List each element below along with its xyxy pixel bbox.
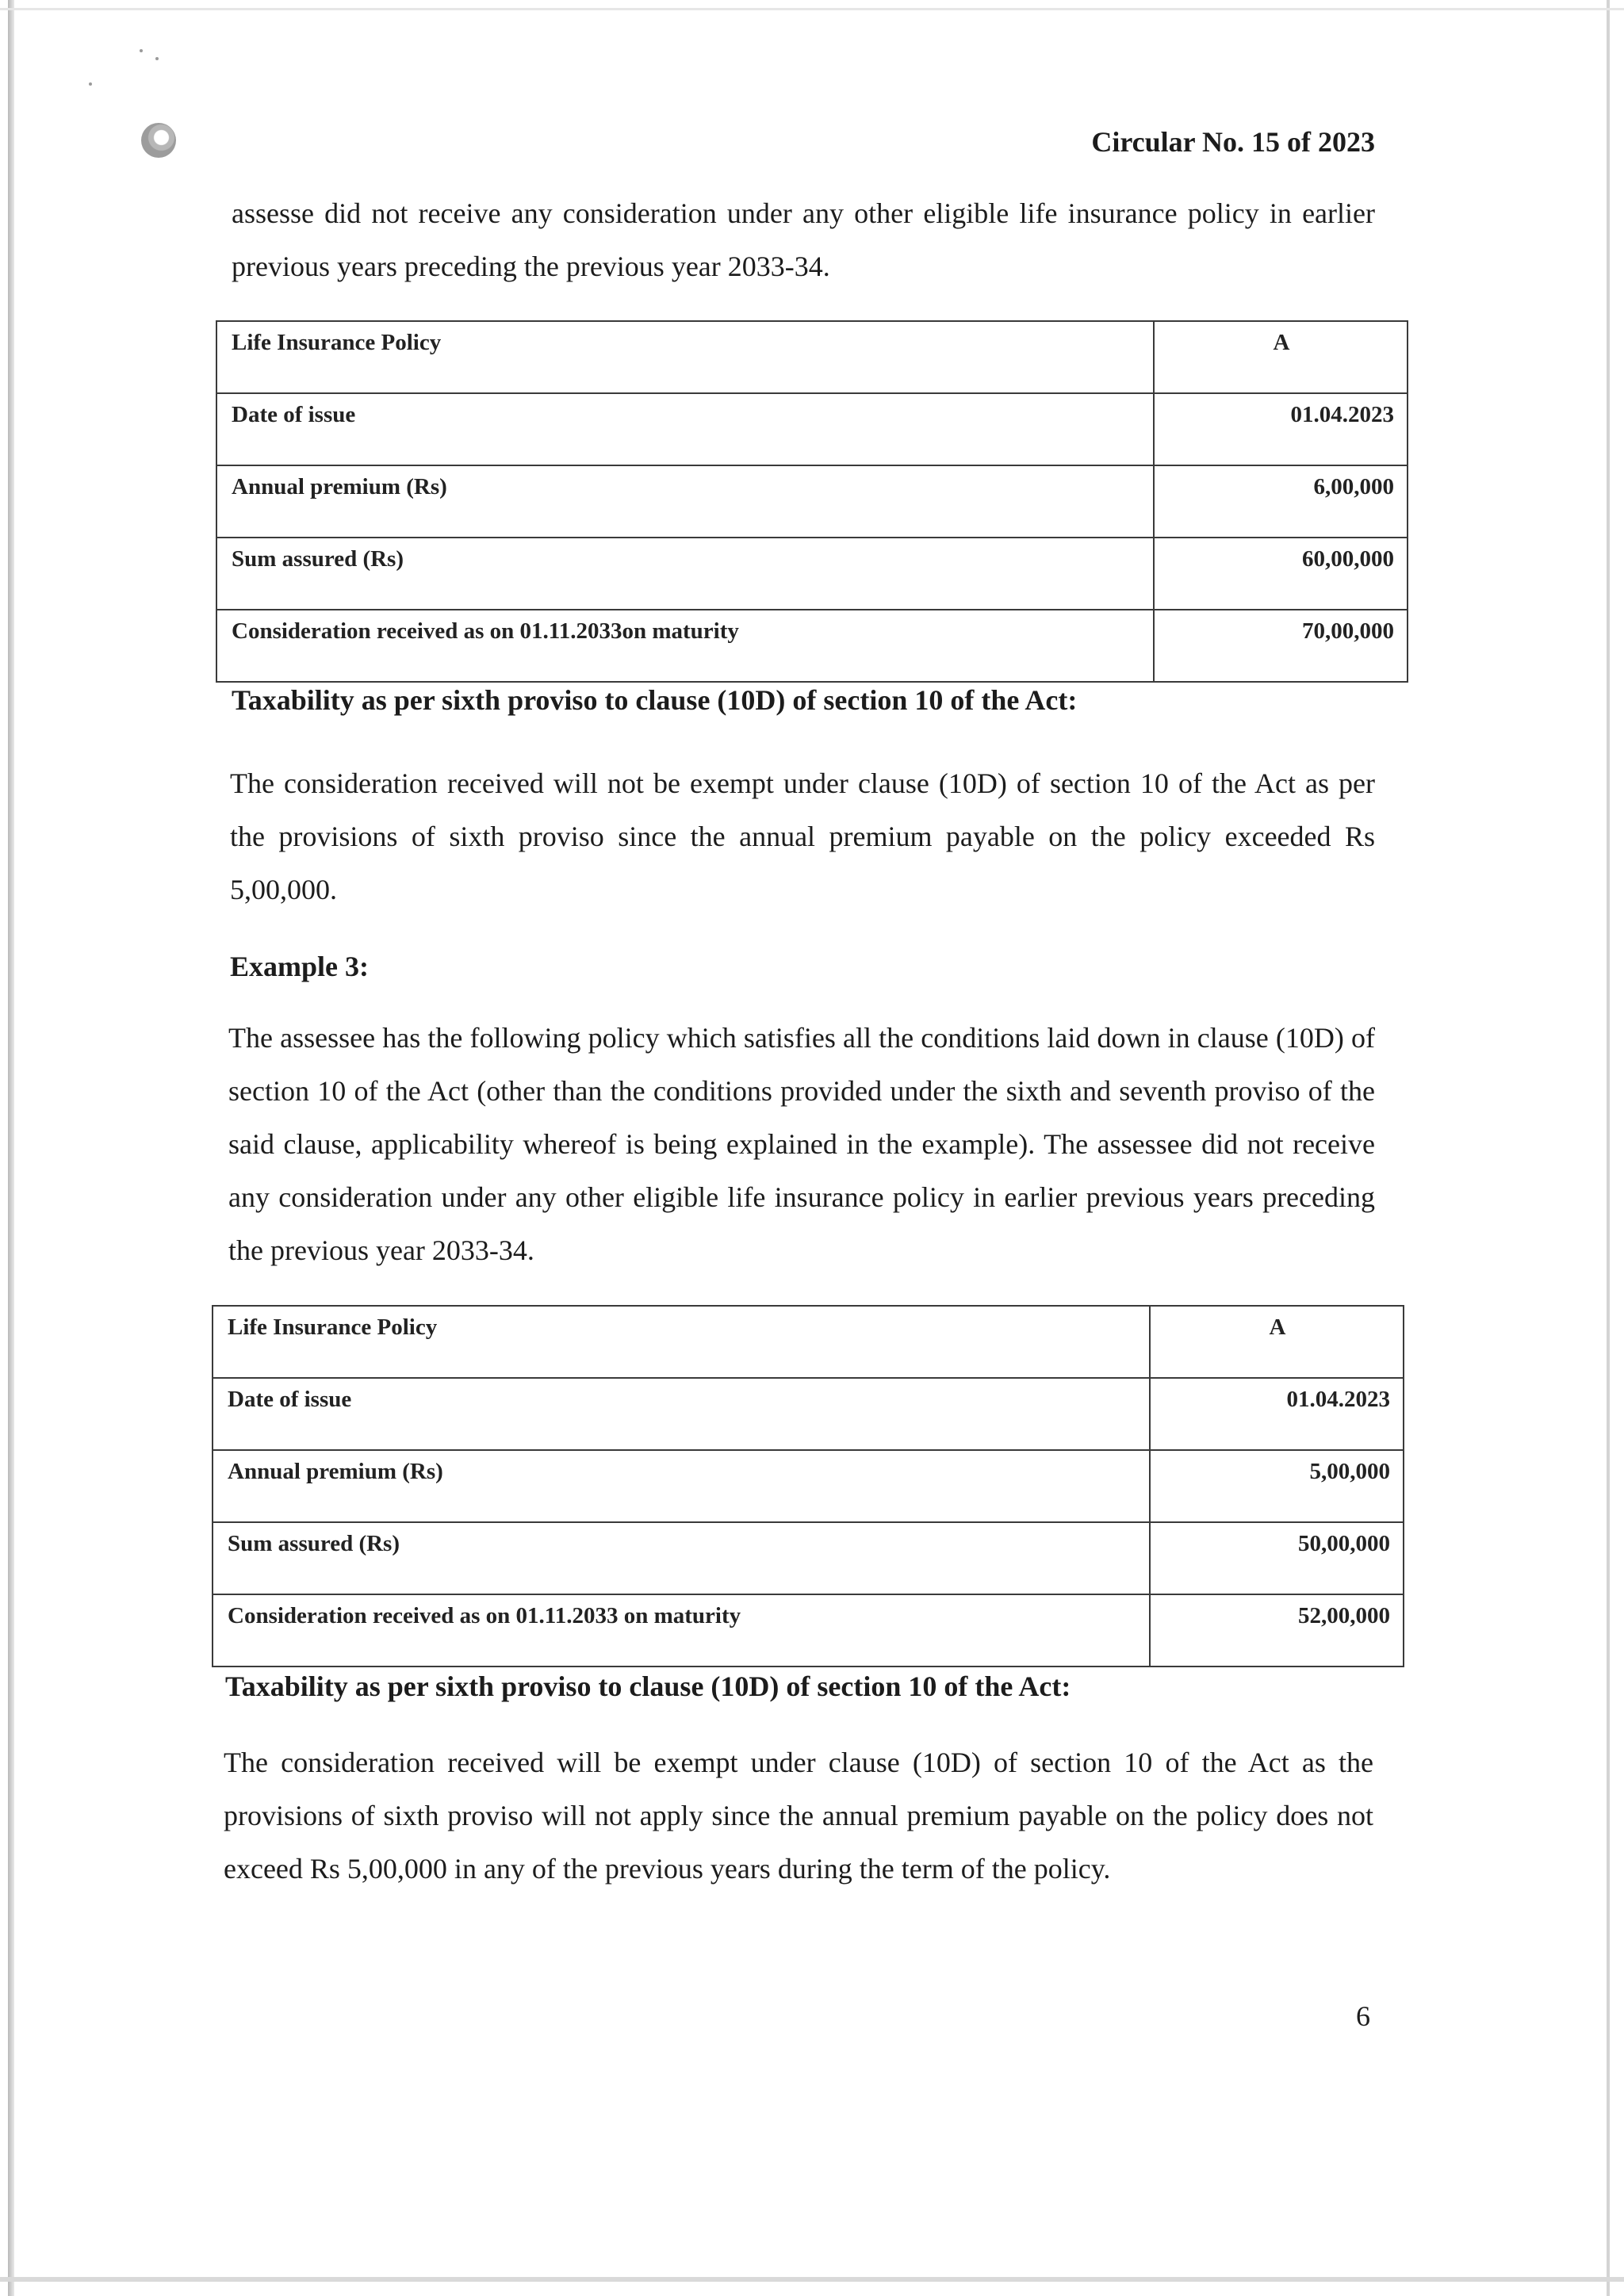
table-row	[216, 465, 1408, 538]
table-row	[216, 538, 1408, 610]
table-cell-value: A	[1150, 1306, 1404, 1378]
table-row	[213, 1594, 1404, 1667]
table-row	[213, 1306, 1404, 1378]
table-cell-label: Annual premium (Rs)	[213, 1450, 1150, 1522]
policy-table-1	[216, 320, 1408, 683]
scan-speck	[155, 57, 159, 60]
intro-paragraph: assesse did not receive any consideration under any other eligible life insurance policy in earlier previous years preceding the previous year 2033-34.	[232, 197, 1375, 282]
table-row	[216, 393, 1408, 465]
table-cell-value: 5,00,000	[1150, 1450, 1404, 1522]
table-cell-value: 52,00,000	[1150, 1594, 1404, 1667]
table-cell-value: 60,00,000	[1154, 538, 1408, 610]
table-cell-label: Sum assured (Rs)	[213, 1522, 1150, 1594]
table-cell-label: Date of issue	[216, 393, 1154, 465]
table-row	[216, 610, 1408, 682]
table-row	[213, 1378, 1404, 1450]
table-cell-value: 50,00,000	[1150, 1522, 1404, 1594]
scan-speck	[89, 82, 92, 86]
policy-table-2	[212, 1305, 1404, 1667]
punch-hole-mark	[141, 123, 176, 158]
scan-top-edge	[0, 8, 1624, 10]
table-cell-label: Annual premium (Rs)	[216, 465, 1154, 538]
table-cell-label: Consideration received as on 01.11.2033 on maturity	[213, 1594, 1150, 1667]
table-cell-value: 70,00,000	[1154, 610, 1408, 682]
table-row	[216, 321, 1408, 393]
table-cell-label: Life Insurance Policy	[213, 1306, 1150, 1378]
table-cell-value: 01.04.2023	[1150, 1378, 1404, 1450]
example-3-heading: Example 3:	[230, 951, 369, 982]
table-cell-value: 6,00,000	[1154, 465, 1408, 538]
table-cell-label: Date of issue	[213, 1378, 1150, 1450]
circular-number: Circular No. 15 of 2023	[1091, 126, 1375, 158]
table-cell-label: Sum assured (Rs)	[216, 538, 1154, 610]
scan-right-edge	[1607, 0, 1610, 2296]
example-3-text: The assessee has the following policy which satisfies all the conditions laid down in clause (10D) of section 10 of the Act (other than the conditions provided under the sixth and seventh proviso of the said clause, applicability whereof is being explained in the example). The assessee did not receive any consideration under any other eligible life insurance policy in earlier previous years preceding the previous year 2033-34.	[228, 1022, 1375, 1266]
table-cell-value: 01.04.2023	[1154, 393, 1408, 465]
taxability-heading-1: Taxability as per sixth proviso to clause (10D) of section 10 of the Act:	[232, 684, 1078, 716]
page-number: 6	[1356, 2000, 1370, 2032]
table-cell-label: Consideration received as on 01.11.2033on maturity	[216, 610, 1154, 682]
table-cell-label: Life Insurance Policy	[216, 321, 1154, 393]
table-row	[213, 1450, 1404, 1522]
taxability-text-2: The consideration received will be exempt under clause (10D) of section 10 of the Act as the provisions of sixth proviso will not apply since the annual premium payable on the policy does not exceed Rs 5,00,000 in any of the previous years during the term of the policy.	[224, 1747, 1373, 1885]
table-row	[213, 1522, 1404, 1594]
scan-speck	[140, 49, 143, 52]
scan-bottom-edge	[0, 2277, 1624, 2282]
table-cell-value: A	[1154, 321, 1408, 393]
scan-left-edge	[8, 0, 14, 2296]
taxability-text-1: The consideration received will not be exempt under clause (10D) of section 10 of the Act as per the provisions of sixth proviso since the annual premium payable on the policy exceeded Rs 5,00,000.	[230, 767, 1375, 905]
taxability-heading-2: Taxability as per sixth proviso to clause (10D) of section 10 of the Act:	[225, 1670, 1071, 1702]
